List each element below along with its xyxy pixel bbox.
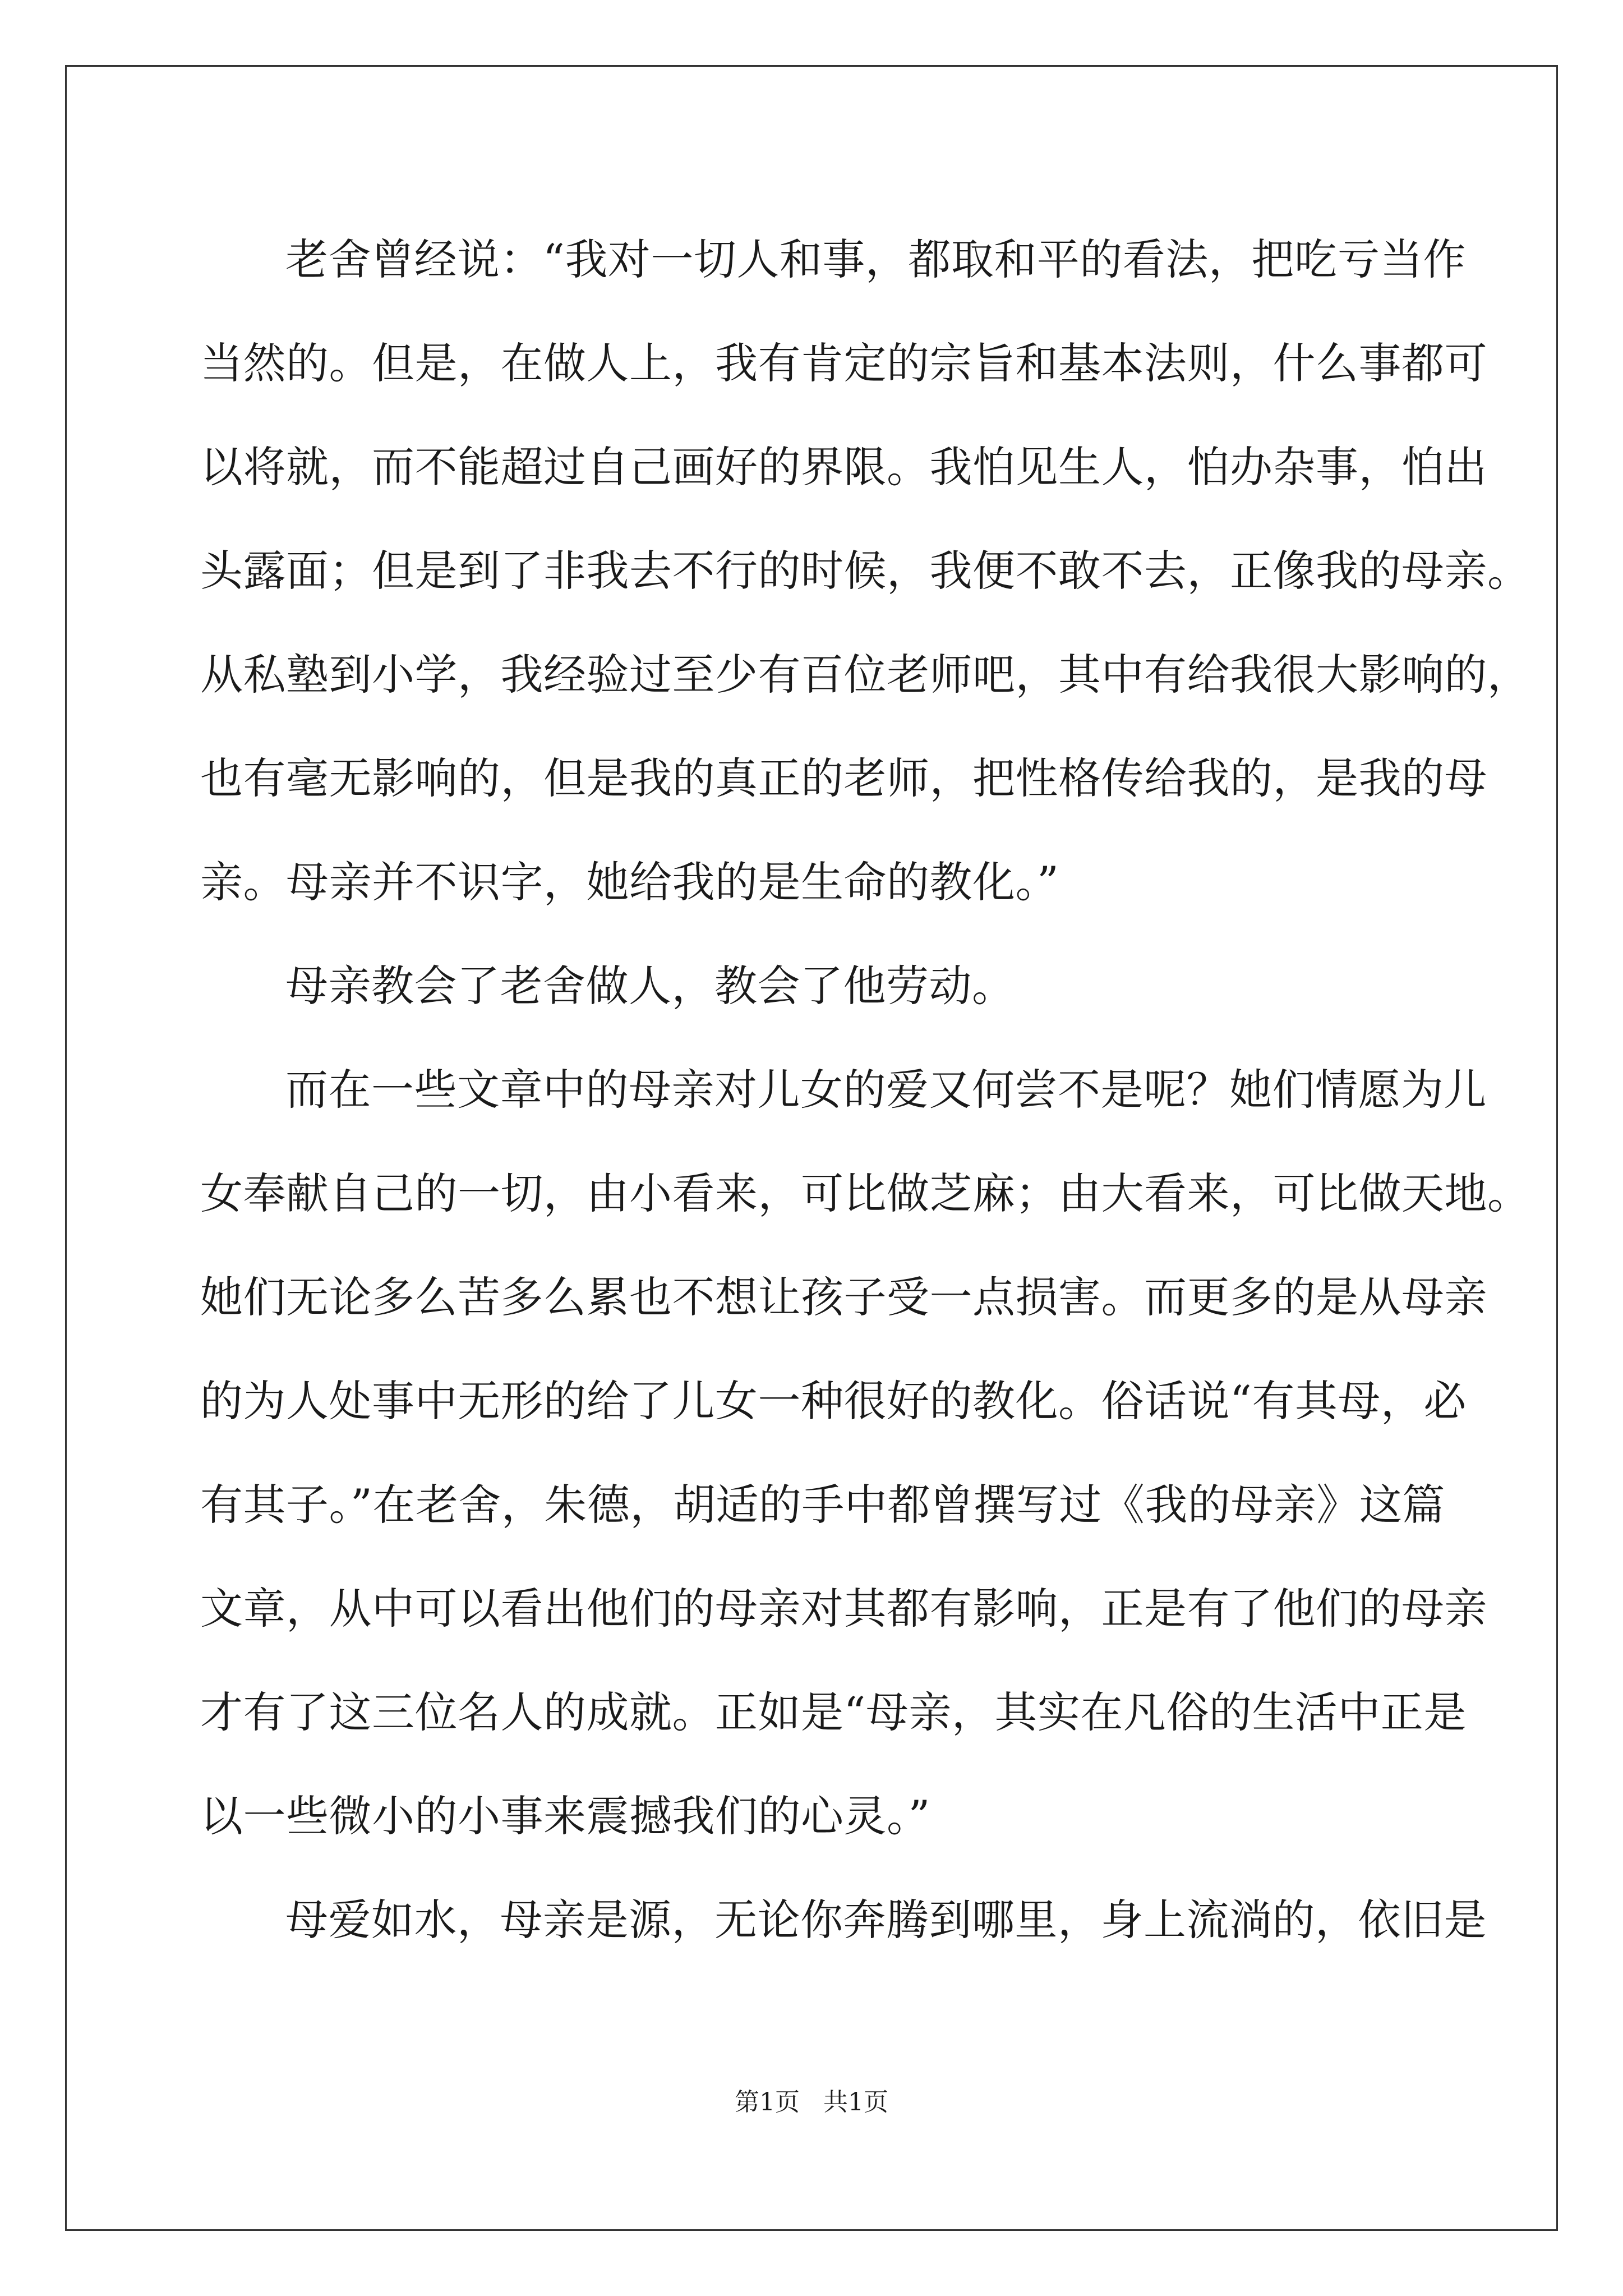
- paragraph-1: [200, 208, 1530, 934]
- text-line: 亲。母亲并不识字，她给我的是生命的教化。”: [200, 857, 1059, 907]
- paragraph-2: [200, 934, 1423, 1038]
- text-line: 母爱如水，母亲是源，无论你奔腾到哪里，身上流淌的，依旧是: [285, 1895, 1487, 1945]
- text-line: 母亲教会了老舍做人，教会了他劳动。: [285, 961, 1015, 1011]
- text-line: 老舍曾经说：“我对一切人和事，都取和平的看法，把吃亏当作: [285, 234, 1466, 284]
- text-line: 文章，从中可以看出他们的母亲对其都有影响，正是有了他们的母亲: [200, 1584, 1487, 1634]
- text-line: 当然的。但是，在做人上，我有肯定的宗旨和基本法则，什么事都可: [200, 338, 1487, 388]
- text-line: 才有了这三位名人的成就。正如是“母亲，其实在凡俗的生活中正是: [200, 1687, 1467, 1737]
- page-footer: [0, 2086, 1623, 2119]
- text-line: 的为人处事中无形的给了儿女一种很好的教化。俗话说“有其母，必: [200, 1376, 1467, 1426]
- page-number-total: 共1页: [823, 2088, 888, 2116]
- text-line: 女奉献自己的一切，由小看来，可比做芝麻；由大看来，可比做天地。: [200, 1168, 1530, 1218]
- text-line: 头露面；但是到了非我去不行的时候，我便不敢不去，正像我的母亲。: [200, 546, 1530, 596]
- text-line: 也有毫无影响的，但是我的真正的老师，把性格传给我的，是我的母: [200, 753, 1487, 803]
- text-line: 而在一些文章中的母亲对儿女的爱又何尝不是呢？她们情愿为儿: [285, 1065, 1487, 1115]
- text-line: 从私塾到小学，我经验过至少有百位老师吧，其中有给我很大影响的，: [200, 650, 1530, 700]
- text-line: 以一些微小的小事来震撼我们的心灵。”: [200, 1791, 930, 1841]
- text-line: 有其子。”在老舍，朱德，胡适的手中都曾撰写过《我的母亲》这篇: [200, 1480, 1445, 1530]
- paragraph-3: [200, 1038, 1530, 1868]
- text-line: 以将就，而不能超过自己画好的界限。我怕见生人，怕办杂事，怕出: [200, 442, 1487, 492]
- page-number-current: 第1页: [735, 2088, 800, 2116]
- paragraph-4: [200, 1868, 1487, 1972]
- document-body: [200, 208, 1530, 1972]
- text-line: 她们无论多么苦多么累也不想让孩子受一点损害。而更多的是从母亲: [200, 1272, 1487, 1322]
